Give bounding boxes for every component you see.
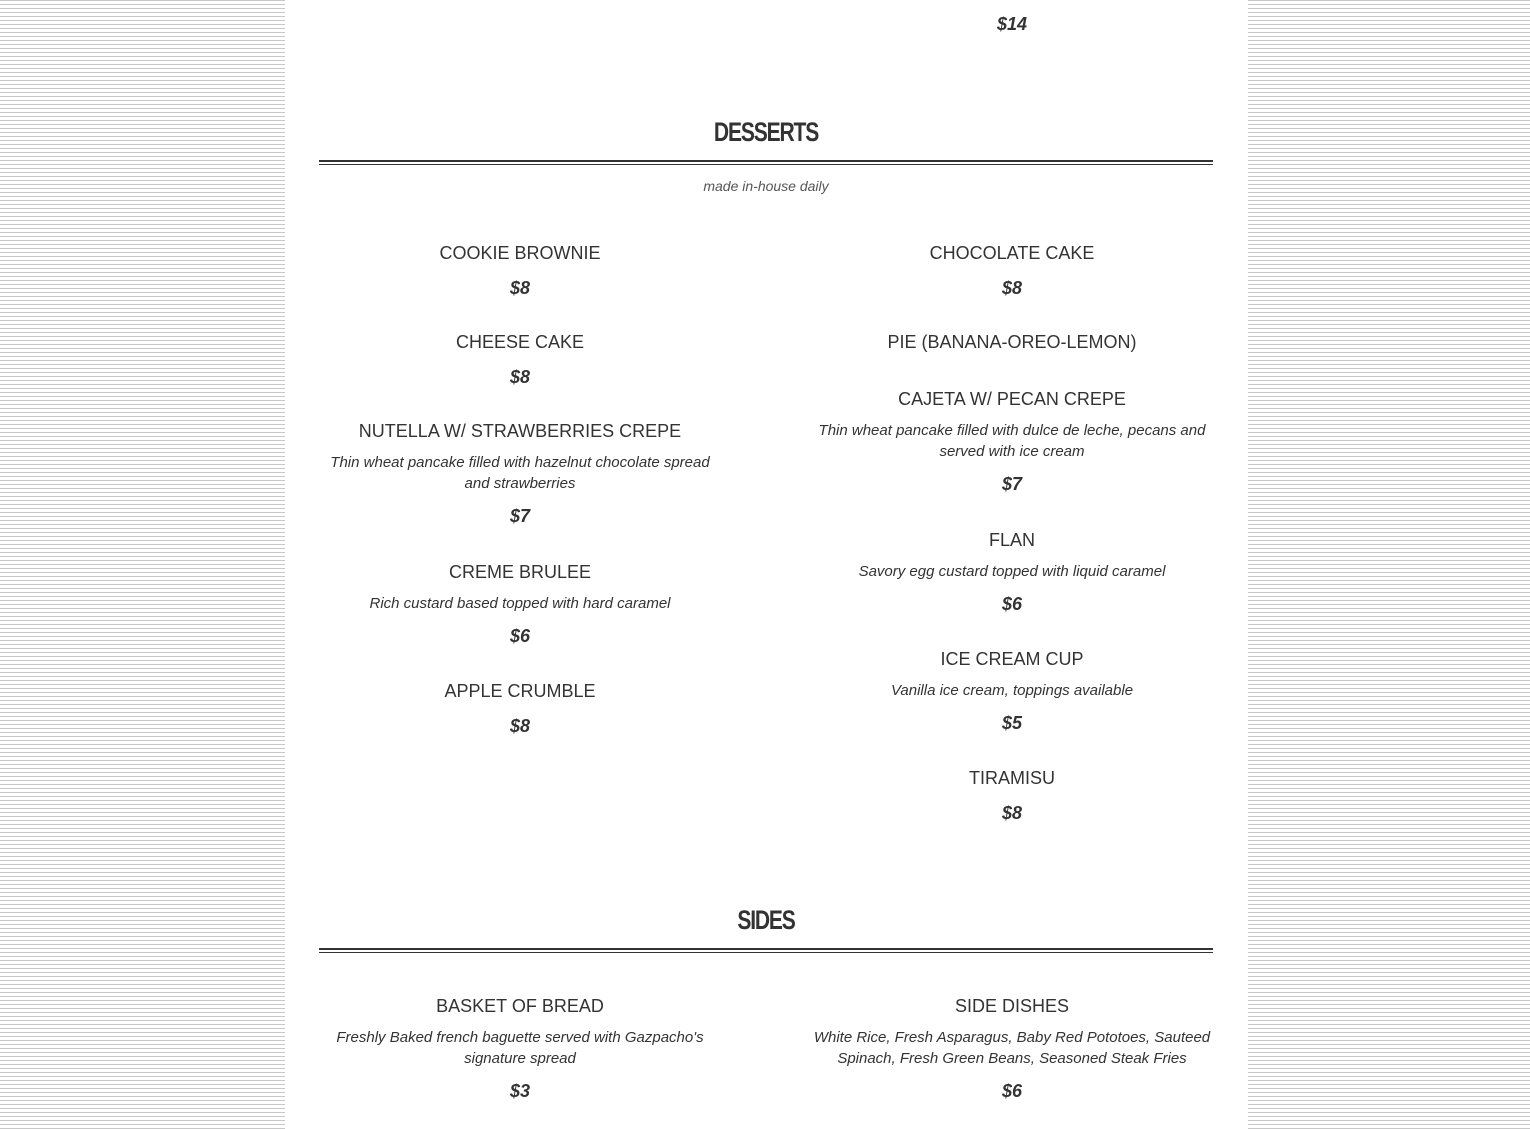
item-price: $8: [509, 278, 531, 298]
item-description: Savory egg custard topped with liquid caramel: [858, 563, 1166, 580]
item-name: CREME BRULEE: [448, 562, 592, 582]
item-price: $8: [509, 716, 531, 736]
menu-page: [285, 0, 1248, 1129]
item-price: $7: [1001, 474, 1023, 494]
menu-item: [319, 995, 721, 1102]
item-name: NUTELLA W/ STRAWBERRIES CREPE: [358, 421, 682, 441]
item-name: BASKET OF BREAD: [436, 996, 604, 1016]
item-price: $3: [509, 1081, 531, 1101]
item-name: SIDE DISHES: [954, 996, 1070, 1016]
item-price: $6: [509, 626, 531, 646]
item-price: $6: [1001, 1081, 1023, 1101]
item-description: Vanilla ice cream, toppings available: [890, 682, 1134, 699]
section-title-desserts: DESSERTS: [713, 117, 819, 147]
item-name: CAJETA W/ PECAN CREPE: [898, 389, 1126, 409]
item-name: APPLE CRUMBLE: [444, 681, 596, 701]
sides-right-column: [811, 0, 1213, 1129]
item-name: TIRAMISU: [968, 768, 1055, 788]
item-price: $6: [1001, 594, 1023, 614]
item-name: COOKIE BROWNIE: [439, 243, 601, 263]
section-title-sides: SIDES: [737, 905, 795, 935]
item-name: PIE (BANANA-OREO-LEMON): [887, 332, 1137, 352]
item-name: ICE CREAM CUP: [940, 649, 1084, 669]
item-price: $14: [996, 14, 1028, 34]
sides-left-column: [319, 0, 721, 1129]
item-name: CHEESE CAKE: [455, 332, 585, 352]
item-description: Thin wheat pancake filled with hazelnut chocolate spread and strawberries: [330, 454, 710, 492]
item-description: Rich custard based topped with hard caramel: [369, 595, 671, 612]
item-price: $8: [509, 367, 531, 387]
menu-item: [811, 995, 1213, 1102]
item-price: $5: [1001, 713, 1023, 733]
item-price: $8: [1001, 803, 1023, 823]
item-name: CHOCOLATE CAKE: [929, 243, 1095, 263]
item-price: $7: [509, 506, 531, 526]
section-subtitle: made in-house daily: [703, 178, 829, 194]
item-description: White Rice, Fresh Asparagus, Baby Red Pototoes, Sauteed Spinach, Fresh Green Beans, Seasoned Steak Fries: [813, 1029, 1211, 1067]
item-price: $8: [1001, 278, 1023, 298]
item-name: FLAN: [988, 530, 1035, 550]
item-description: Freshly Baked french baguette served with Gazpacho's signature spread: [336, 1029, 704, 1067]
item-description: Thin wheat pancake filled with dulce de leche, pecans and served with ice cream: [818, 422, 1206, 460]
